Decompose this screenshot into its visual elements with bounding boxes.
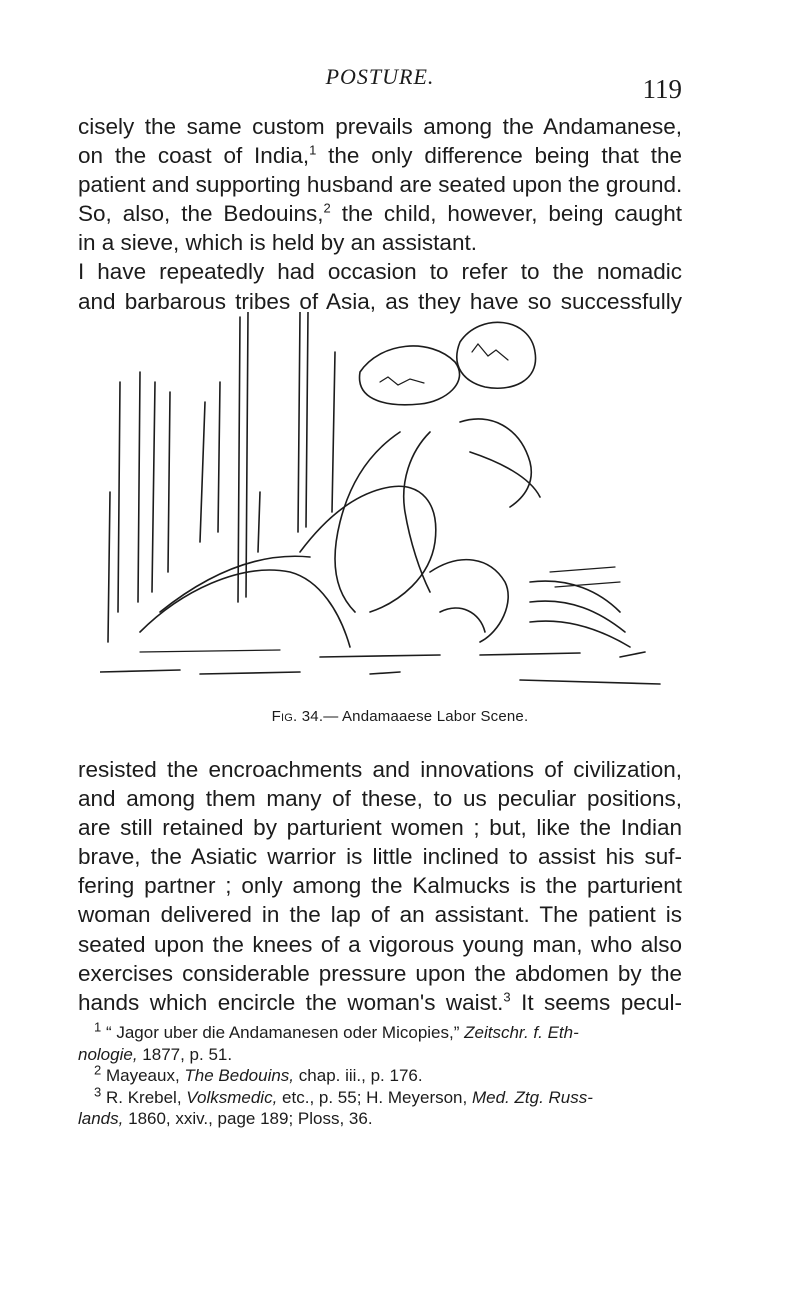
footnote-1 <box>78 1019 682 1044</box>
running-head: POSTURE. <box>325 64 435 89</box>
footnote-number: 3 <box>94 1083 102 1099</box>
footnote-italic: Med. Ztg. Russ- <box>471 1087 593 1107</box>
text-line <box>78 112 682 141</box>
text-line <box>78 141 682 170</box>
text-span: the child, however, being caught <box>341 201 682 227</box>
footnote-number: 2 <box>94 1062 102 1078</box>
text-span: fering partner ; only among the Kalmucks is the parturient <box>78 873 682 899</box>
figure-label: Fig. 34. <box>271 708 324 725</box>
text-span: the only difference being that the <box>328 143 682 169</box>
text-span: So, also, the Bedouins, <box>78 201 324 227</box>
footnote-3-cont <box>78 1108 682 1130</box>
text-span: on the coast of India, <box>78 143 310 169</box>
text-span: brave, the Asiatic warrior is little inclined to assist his suf- <box>78 844 682 870</box>
figure-caption-text: — Andamaaese Labor Scene. <box>323 708 529 725</box>
text-line <box>78 930 682 959</box>
figure-people <box>140 322 630 647</box>
figure-caption <box>0 708 800 725</box>
text-line <box>78 900 682 929</box>
page-number: 119 <box>642 74 682 104</box>
text-span: in a sieve, which is held by an assistant. <box>78 230 477 256</box>
text-line <box>78 813 682 842</box>
text-span: are still retained by parturient women ; but, like the Indian <box>78 815 682 841</box>
text-line <box>78 842 682 871</box>
text-span: woman delivered in the lap of an assistant. The patient is <box>78 902 682 928</box>
text-span: and among them many of these, to us peculiar positions, <box>78 786 682 812</box>
page-header <box>78 60 682 104</box>
footnote-text: R. Krebel, <box>105 1087 182 1107</box>
text-line <box>78 959 682 988</box>
text-line <box>78 755 682 784</box>
footnote-3 <box>78 1083 682 1109</box>
footnote-text: chap. iii., p. 176. <box>298 1066 423 1085</box>
text-span: patient and supporting husband are seated upon the ground. <box>78 172 683 198</box>
text-span: I have repeatedly had occasion to refer to the nomadic <box>78 259 682 285</box>
footnote-text: 1860, xxiv., page 189; Ploss, 36. <box>128 1109 373 1128</box>
post-lines <box>108 312 335 642</box>
text-line <box>78 199 682 228</box>
text-span: cisely the same custom prevails among the Andamanese, <box>78 114 682 139</box>
text-span: hands which encircle the woman's waist. <box>78 989 504 1015</box>
footnote-ref-3: 3 <box>503 989 511 1005</box>
footnote-ref-1: 1 <box>309 142 317 158</box>
footnote-ref-2: 2 <box>323 200 331 216</box>
paragraph-bottom <box>78 755 682 1017</box>
footnote-italic: Volksmedic, <box>186 1087 278 1107</box>
text-span: It seems pecul- <box>521 989 682 1015</box>
footnote-italic: Zeitschr. f. Eth- <box>464 1023 579 1042</box>
text-span: and barbarous tribes of Asia, as they have so successfully <box>78 288 682 314</box>
footnote-1-cont <box>78 1044 682 1066</box>
footnote-number: 1 <box>94 1019 102 1035</box>
text-line <box>78 988 682 1017</box>
text-span: resisted the encroachments and innovations of civilization, <box>78 757 682 782</box>
footnote-text: 1877, p. 51. <box>142 1044 233 1064</box>
ground-lines <box>100 650 660 684</box>
figure-illustration <box>100 312 680 692</box>
text-line <box>78 784 682 813</box>
text-line <box>78 170 682 199</box>
text-span: exercises considerable pressure upon the abdomen by the <box>78 960 682 986</box>
footnote-italic: nologie, <box>78 1044 138 1064</box>
footnote-italic: The Bedouins, <box>184 1066 295 1085</box>
paragraph-top <box>78 112 682 316</box>
text-line <box>78 257 682 286</box>
text-span: seated upon the knees of a vigorous young man, who also <box>78 931 682 957</box>
footnote-2 <box>78 1062 682 1087</box>
footnote-italic: lands, <box>78 1109 124 1128</box>
text-line <box>78 871 682 900</box>
footnotes <box>78 1019 682 1130</box>
text-line <box>78 228 682 257</box>
footnote-text: etc., p. 55; H. Meyerson, <box>282 1087 468 1107</box>
footnote-text: “ Jagor uber die Andamanesen oder Micopies,” <box>105 1023 460 1042</box>
footnote-text: Mayeaux, <box>105 1066 180 1085</box>
